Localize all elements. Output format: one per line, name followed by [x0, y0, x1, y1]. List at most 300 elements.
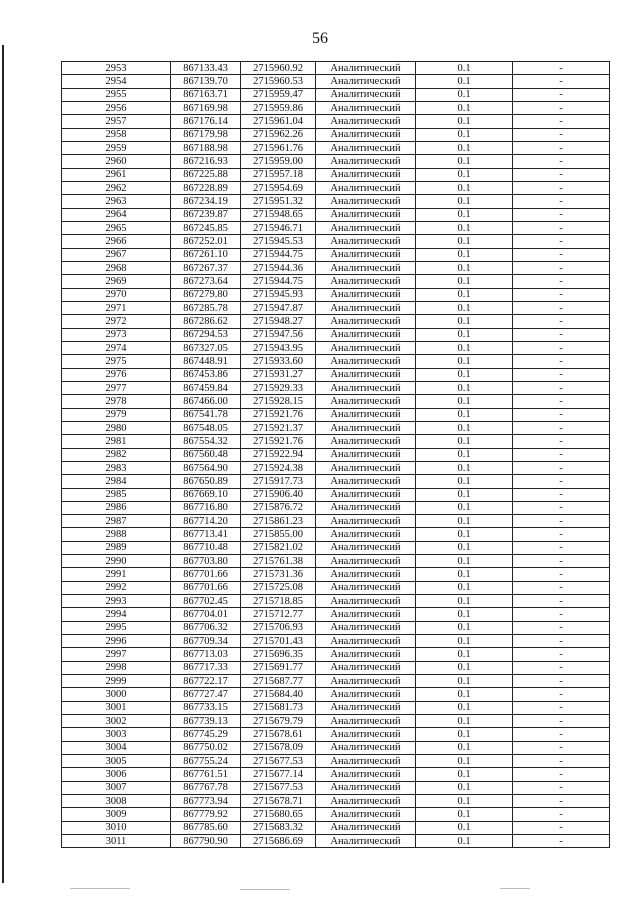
x-coordinate-cell: 867739.13 [171, 715, 241, 728]
y-coordinate-cell: 2715928.15 [241, 395, 316, 408]
table-row [62, 301, 610, 314]
accuracy-cell: 0.1 [416, 675, 513, 688]
x-coordinate-cell: 867717.33 [171, 661, 241, 674]
accuracy-cell: 0.1 [416, 88, 513, 101]
point-number-cell: 3011 [62, 835, 171, 848]
note-cell: - [513, 675, 610, 688]
x-coordinate-cell: 867261.10 [171, 248, 241, 261]
method-cell: Аналитический [316, 448, 416, 461]
point-number-cell: 2985 [62, 488, 171, 501]
note-cell: - [513, 821, 610, 834]
accuracy-cell: 0.1 [416, 795, 513, 808]
method-cell: Аналитический [316, 181, 416, 194]
x-coordinate-cell: 867541.78 [171, 408, 241, 421]
note-cell: - [513, 141, 610, 154]
scan-artifact [500, 888, 530, 889]
method-cell: Аналитический [316, 675, 416, 688]
y-coordinate-cell: 2715712.77 [241, 608, 316, 621]
note-cell: - [513, 328, 610, 341]
table-row [62, 368, 610, 381]
note-cell: - [513, 688, 610, 701]
x-coordinate-cell: 867560.48 [171, 448, 241, 461]
y-coordinate-cell: 2715876.72 [241, 501, 316, 514]
x-coordinate-cell: 867714.20 [171, 515, 241, 528]
note-cell: - [513, 555, 610, 568]
y-coordinate-cell: 2715931.27 [241, 368, 316, 381]
accuracy-cell: 0.1 [416, 541, 513, 554]
table-row [62, 395, 610, 408]
accuracy-cell: 0.1 [416, 635, 513, 648]
note-cell: - [513, 181, 610, 194]
table-row [62, 568, 610, 581]
x-coordinate-cell: 867785.60 [171, 821, 241, 834]
method-cell: Аналитический [316, 248, 416, 261]
table-row [62, 688, 610, 701]
note-cell: - [513, 168, 610, 181]
point-number-cell: 2996 [62, 635, 171, 648]
y-coordinate-cell: 2715933.60 [241, 355, 316, 368]
note-cell: - [513, 715, 610, 728]
x-coordinate-cell: 867548.05 [171, 421, 241, 434]
method-cell: Аналитический [316, 501, 416, 514]
point-number-cell: 2979 [62, 408, 171, 421]
y-coordinate-cell: 2715706.93 [241, 621, 316, 634]
x-coordinate-cell: 867745.29 [171, 728, 241, 741]
point-number-cell: 3002 [62, 715, 171, 728]
x-coordinate-cell: 867273.64 [171, 275, 241, 288]
method-cell: Аналитический [316, 101, 416, 114]
point-number-cell: 2974 [62, 341, 171, 354]
note-cell: - [513, 528, 610, 541]
note-cell: - [513, 768, 610, 781]
point-number-cell: 3000 [62, 688, 171, 701]
x-coordinate-cell: 867709.34 [171, 635, 241, 648]
point-number-cell: 2999 [62, 675, 171, 688]
accuracy-cell: 0.1 [416, 568, 513, 581]
page-number: 56 [312, 30, 328, 47]
x-coordinate-cell: 867755.24 [171, 755, 241, 768]
accuracy-cell: 0.1 [416, 661, 513, 674]
method-cell: Аналитический [316, 221, 416, 234]
x-coordinate-cell: 867188.98 [171, 141, 241, 154]
accuracy-cell: 0.1 [416, 235, 513, 248]
accuracy-cell: 0.1 [416, 275, 513, 288]
y-coordinate-cell: 2715678.71 [241, 795, 316, 808]
method-cell: Аналитический [316, 461, 416, 474]
x-coordinate-cell: 867453.86 [171, 368, 241, 381]
accuracy-cell: 0.1 [416, 328, 513, 341]
table-row [62, 168, 610, 181]
note-cell: - [513, 248, 610, 261]
table-row [62, 541, 610, 554]
x-coordinate-cell: 867710.48 [171, 541, 241, 554]
point-number-cell: 2961 [62, 168, 171, 181]
note-cell: - [513, 355, 610, 368]
point-number-cell: 2995 [62, 621, 171, 634]
x-coordinate-cell: 867267.37 [171, 261, 241, 274]
y-coordinate-cell: 2715677.53 [241, 781, 316, 794]
y-coordinate-cell: 2715943.95 [241, 341, 316, 354]
point-number-cell: 2992 [62, 581, 171, 594]
x-coordinate-cell: 867704.01 [171, 608, 241, 621]
y-coordinate-cell: 2715680.65 [241, 808, 316, 821]
point-number-cell: 2977 [62, 381, 171, 394]
table-row [62, 248, 610, 261]
y-coordinate-cell: 2715957.18 [241, 168, 316, 181]
x-coordinate-cell: 867245.85 [171, 221, 241, 234]
method-cell: Аналитический [316, 368, 416, 381]
y-coordinate-cell: 2715921.76 [241, 408, 316, 421]
note-cell: - [513, 381, 610, 394]
table-row [62, 75, 610, 88]
note-cell: - [513, 315, 610, 328]
table-row [62, 835, 610, 848]
point-number-cell: 3007 [62, 781, 171, 794]
y-coordinate-cell: 2715861.23 [241, 515, 316, 528]
point-number-cell: 2967 [62, 248, 171, 261]
point-number-cell: 2982 [62, 448, 171, 461]
y-coordinate-cell: 2715947.87 [241, 301, 316, 314]
table-row [62, 381, 610, 394]
method-cell: Аналитический [316, 781, 416, 794]
y-coordinate-cell: 2715959.86 [241, 101, 316, 114]
table-row [62, 421, 610, 434]
point-number-cell: 3009 [62, 808, 171, 821]
x-coordinate-cell: 867701.66 [171, 568, 241, 581]
note-cell: - [513, 128, 610, 141]
x-coordinate-cell: 867773.94 [171, 795, 241, 808]
y-coordinate-cell: 2715959.00 [241, 155, 316, 168]
table-row [62, 621, 610, 634]
accuracy-cell: 0.1 [416, 581, 513, 594]
note-cell: - [513, 501, 610, 514]
x-coordinate-cell: 867750.02 [171, 741, 241, 754]
point-number-cell: 3001 [62, 701, 171, 714]
method-cell: Аналитический [316, 328, 416, 341]
point-number-cell: 3005 [62, 755, 171, 768]
method-cell: Аналитический [316, 208, 416, 221]
y-coordinate-cell: 2715701.43 [241, 635, 316, 648]
note-cell: - [513, 395, 610, 408]
accuracy-cell: 0.1 [416, 208, 513, 221]
method-cell: Аналитический [316, 421, 416, 434]
accuracy-cell: 0.1 [416, 355, 513, 368]
method-cell: Аналитический [316, 635, 416, 648]
y-coordinate-cell: 2715681.73 [241, 701, 316, 714]
point-number-cell: 2975 [62, 355, 171, 368]
note-cell: - [513, 75, 610, 88]
point-number-cell: 2954 [62, 75, 171, 88]
table-row [62, 208, 610, 221]
point-number-cell: 2968 [62, 261, 171, 274]
point-number-cell: 2986 [62, 501, 171, 514]
point-number-cell: 2998 [62, 661, 171, 674]
scan-artifact [240, 889, 290, 890]
accuracy-cell: 0.1 [416, 755, 513, 768]
note-cell: - [513, 608, 610, 621]
x-coordinate-cell: 867767.78 [171, 781, 241, 794]
y-coordinate-cell: 2715761.38 [241, 555, 316, 568]
note-cell: - [513, 155, 610, 168]
method-cell: Аналитический [316, 621, 416, 634]
table-row [62, 635, 610, 648]
method-cell: Аналитический [316, 395, 416, 408]
x-coordinate-cell: 867239.87 [171, 208, 241, 221]
y-coordinate-cell: 2715678.61 [241, 728, 316, 741]
x-coordinate-cell: 867554.32 [171, 435, 241, 448]
note-cell: - [513, 728, 610, 741]
note-cell: - [513, 515, 610, 528]
point-number-cell: 2964 [62, 208, 171, 221]
y-coordinate-cell: 2715677.53 [241, 755, 316, 768]
binding-edge-line [2, 45, 4, 883]
table-row [62, 608, 610, 621]
method-cell: Аналитический [316, 115, 416, 128]
note-cell: - [513, 301, 610, 314]
note-cell: - [513, 221, 610, 234]
accuracy-cell: 0.1 [416, 62, 513, 75]
method-cell: Аналитический [316, 261, 416, 274]
method-cell: Аналитический [316, 435, 416, 448]
x-coordinate-cell: 867279.80 [171, 288, 241, 301]
y-coordinate-cell: 2715960.53 [241, 75, 316, 88]
x-coordinate-cell: 867294.53 [171, 328, 241, 341]
note-cell: - [513, 741, 610, 754]
accuracy-cell: 0.1 [416, 408, 513, 421]
method-cell: Аналитический [316, 541, 416, 554]
y-coordinate-cell: 2715921.76 [241, 435, 316, 448]
method-cell: Аналитический [316, 688, 416, 701]
method-cell: Аналитический [316, 128, 416, 141]
y-coordinate-cell: 2715959.47 [241, 88, 316, 101]
method-cell: Аналитический [316, 315, 416, 328]
table-row [62, 755, 610, 768]
method-cell: Аналитический [316, 715, 416, 728]
table-row [62, 648, 610, 661]
y-coordinate-cell: 2715924.38 [241, 461, 316, 474]
accuracy-cell: 0.1 [416, 715, 513, 728]
note-cell: - [513, 341, 610, 354]
x-coordinate-cell: 867733.15 [171, 701, 241, 714]
y-coordinate-cell: 2715691.77 [241, 661, 316, 674]
accuracy-cell: 0.1 [416, 381, 513, 394]
x-coordinate-cell: 867713.41 [171, 528, 241, 541]
x-coordinate-cell: 867761.51 [171, 768, 241, 781]
x-coordinate-cell: 867163.71 [171, 88, 241, 101]
point-number-cell: 2973 [62, 328, 171, 341]
method-cell: Аналитический [316, 768, 416, 781]
note-cell: - [513, 701, 610, 714]
point-number-cell: 2963 [62, 195, 171, 208]
method-cell: Аналитический [316, 381, 416, 394]
note-cell: - [513, 261, 610, 274]
table-row [62, 288, 610, 301]
point-number-cell: 2994 [62, 608, 171, 621]
point-number-cell: 2988 [62, 528, 171, 541]
y-coordinate-cell: 2715725.08 [241, 581, 316, 594]
note-cell: - [513, 195, 610, 208]
method-cell: Аналитический [316, 155, 416, 168]
note-cell: - [513, 781, 610, 794]
x-coordinate-cell: 867225.88 [171, 168, 241, 181]
method-cell: Аналитический [316, 528, 416, 541]
method-cell: Аналитический [316, 581, 416, 594]
accuracy-cell: 0.1 [416, 421, 513, 434]
x-coordinate-cell: 867706.32 [171, 621, 241, 634]
accuracy-cell: 0.1 [416, 475, 513, 488]
table-row [62, 88, 610, 101]
method-cell: Аналитический [316, 62, 416, 75]
table-row [62, 328, 610, 341]
y-coordinate-cell: 2715947.56 [241, 328, 316, 341]
note-cell: - [513, 808, 610, 821]
method-cell: Аналитический [316, 355, 416, 368]
coordinates-table [61, 61, 610, 848]
table-row [62, 128, 610, 141]
table-row [62, 115, 610, 128]
x-coordinate-cell: 867727.47 [171, 688, 241, 701]
method-cell: Аналитический [316, 835, 416, 848]
x-coordinate-cell: 867286.62 [171, 315, 241, 328]
point-number-cell: 2969 [62, 275, 171, 288]
note-cell: - [513, 488, 610, 501]
point-number-cell: 2984 [62, 475, 171, 488]
note-cell: - [513, 421, 610, 434]
accuracy-cell: 0.1 [416, 808, 513, 821]
table-row [62, 488, 610, 501]
y-coordinate-cell: 2715686.69 [241, 835, 316, 848]
point-number-cell: 2955 [62, 88, 171, 101]
method-cell: Аналитический [316, 555, 416, 568]
accuracy-cell: 0.1 [416, 621, 513, 634]
point-number-cell: 2983 [62, 461, 171, 474]
y-coordinate-cell: 2715855.00 [241, 528, 316, 541]
method-cell: Аналитический [316, 408, 416, 421]
note-cell: - [513, 208, 610, 221]
table-row [62, 555, 610, 568]
accuracy-cell: 0.1 [416, 515, 513, 528]
accuracy-cell: 0.1 [416, 141, 513, 154]
accuracy-cell: 0.1 [416, 368, 513, 381]
y-coordinate-cell: 2715678.09 [241, 741, 316, 754]
point-number-cell: 3010 [62, 821, 171, 834]
x-coordinate-cell: 867285.78 [171, 301, 241, 314]
accuracy-cell: 0.1 [416, 555, 513, 568]
x-coordinate-cell: 867790.90 [171, 835, 241, 848]
point-number-cell: 2956 [62, 101, 171, 114]
point-number-cell: 3004 [62, 741, 171, 754]
accuracy-cell: 0.1 [416, 221, 513, 234]
accuracy-cell: 0.1 [416, 688, 513, 701]
method-cell: Аналитический [316, 701, 416, 714]
note-cell: - [513, 235, 610, 248]
method-cell: Аналитический [316, 728, 416, 741]
x-coordinate-cell: 867327.05 [171, 341, 241, 354]
table-row [62, 141, 610, 154]
accuracy-cell: 0.1 [416, 821, 513, 834]
y-coordinate-cell: 2715948.27 [241, 315, 316, 328]
note-cell: - [513, 621, 610, 634]
note-cell: - [513, 755, 610, 768]
accuracy-cell: 0.1 [416, 488, 513, 501]
table-row [62, 581, 610, 594]
table-row [62, 181, 610, 194]
method-cell: Аналитический [316, 275, 416, 288]
table-row [62, 341, 610, 354]
method-cell: Аналитический [316, 75, 416, 88]
point-number-cell: 2978 [62, 395, 171, 408]
method-cell: Аналитический [316, 741, 416, 754]
x-coordinate-cell: 867466.00 [171, 395, 241, 408]
method-cell: Аналитический [316, 661, 416, 674]
y-coordinate-cell: 2715961.04 [241, 115, 316, 128]
note-cell: - [513, 448, 610, 461]
x-coordinate-cell: 867713.03 [171, 648, 241, 661]
point-number-cell: 2980 [62, 421, 171, 434]
point-number-cell: 2970 [62, 288, 171, 301]
x-coordinate-cell: 867139.70 [171, 75, 241, 88]
method-cell: Аналитический [316, 755, 416, 768]
accuracy-cell: 0.1 [416, 288, 513, 301]
note-cell: - [513, 648, 610, 661]
accuracy-cell: 0.1 [416, 301, 513, 314]
accuracy-cell: 0.1 [416, 315, 513, 328]
accuracy-cell: 0.1 [416, 648, 513, 661]
accuracy-cell: 0.1 [416, 261, 513, 274]
method-cell: Аналитический [316, 608, 416, 621]
x-coordinate-cell: 867701.66 [171, 581, 241, 594]
y-coordinate-cell: 2715946.71 [241, 221, 316, 234]
note-cell: - [513, 101, 610, 114]
accuracy-cell: 0.1 [416, 248, 513, 261]
note-cell: - [513, 581, 610, 594]
accuracy-cell: 0.1 [416, 195, 513, 208]
table-row [62, 741, 610, 754]
point-number-cell: 2976 [62, 368, 171, 381]
x-coordinate-cell: 867716.80 [171, 501, 241, 514]
method-cell: Аналитический [316, 648, 416, 661]
point-number-cell: 2957 [62, 115, 171, 128]
y-coordinate-cell: 2715945.53 [241, 235, 316, 248]
y-coordinate-cell: 2715945.93 [241, 288, 316, 301]
table-row [62, 501, 610, 514]
y-coordinate-cell: 2715948.65 [241, 208, 316, 221]
x-coordinate-cell: 867703.80 [171, 555, 241, 568]
accuracy-cell: 0.1 [416, 701, 513, 714]
accuracy-cell: 0.1 [416, 595, 513, 608]
note-cell: - [513, 795, 610, 808]
note-cell: - [513, 408, 610, 421]
table-row [62, 701, 610, 714]
method-cell: Аналитический [316, 515, 416, 528]
table-row [62, 235, 610, 248]
x-coordinate-cell: 867564.90 [171, 461, 241, 474]
accuracy-cell: 0.1 [416, 75, 513, 88]
accuracy-cell: 0.1 [416, 835, 513, 848]
table-row [62, 595, 610, 608]
y-coordinate-cell: 2715687.77 [241, 675, 316, 688]
accuracy-cell: 0.1 [416, 461, 513, 474]
method-cell: Аналитический [316, 195, 416, 208]
method-cell: Аналитический [316, 795, 416, 808]
x-coordinate-cell: 867234.19 [171, 195, 241, 208]
table-row [62, 475, 610, 488]
x-coordinate-cell: 867779.92 [171, 808, 241, 821]
point-number-cell: 2971 [62, 301, 171, 314]
point-number-cell: 2965 [62, 221, 171, 234]
y-coordinate-cell: 2715677.14 [241, 768, 316, 781]
point-number-cell: 3003 [62, 728, 171, 741]
